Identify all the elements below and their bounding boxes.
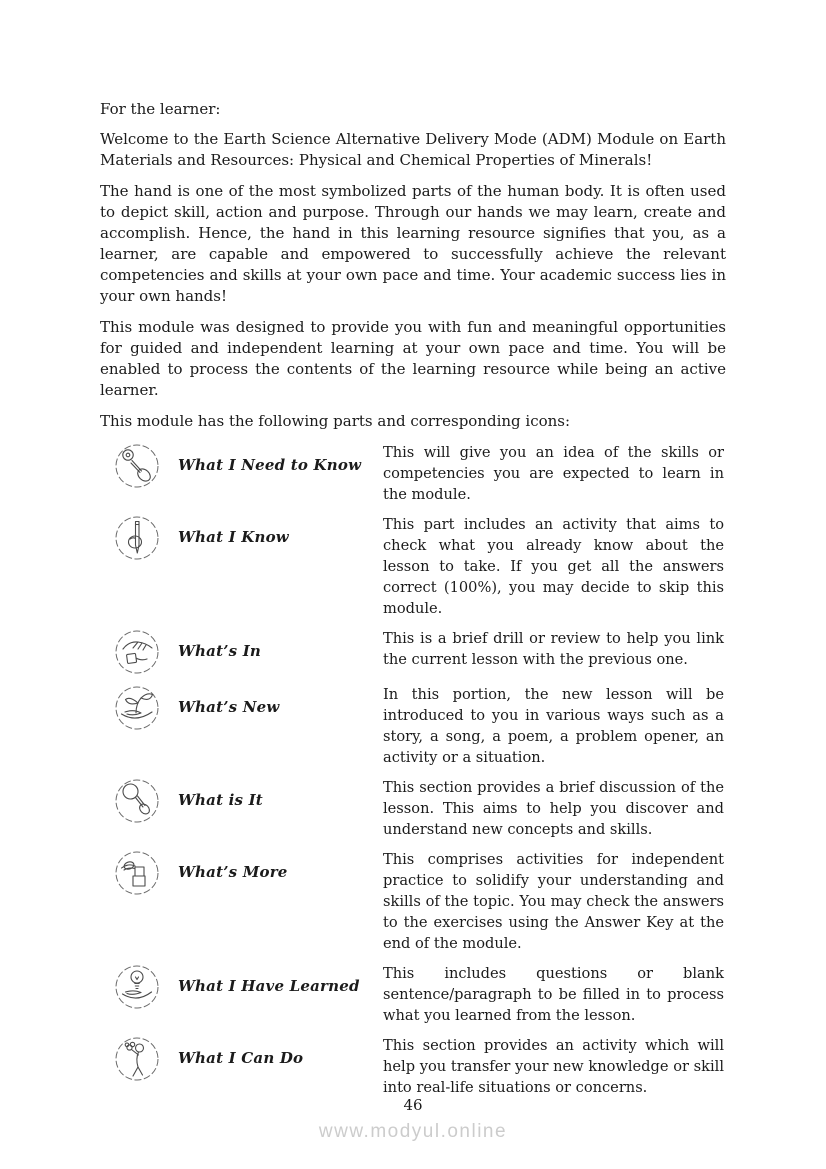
target-hand-icon (114, 443, 160, 489)
bulb-hand-icon (114, 964, 160, 1010)
module-part-title: What I Have Learned (178, 977, 360, 995)
module-part-title: What’s In (178, 642, 262, 660)
module-part-title: What I Can Do (178, 1049, 304, 1067)
module-part-description: This section provides a brief discussion of the lesson. This aims to help you discover and understand new concepts and skills. (383, 779, 724, 838)
module-part-title: What I Need to Know (178, 456, 362, 474)
module-part-title: What I Know (178, 528, 289, 546)
module-part-icon-cell (100, 777, 178, 840)
module-part-icon-cell (100, 849, 178, 954)
module-part-icon-cell (100, 1035, 178, 1098)
module-part-icon-cell (100, 628, 178, 675)
intro-paragraph-hand: The hand is one of the most symbolized parts of the human body. It is often used to depict skill, action and purpose. Through our hands we may learn, create and accomplish. Hence, the hand in this learning resource signifies that you, as a learner, are capable and empowered to successfully achieve the relevant competencies and skills at your own pace and time. Your academic success lies in your own hands! (100, 182, 726, 305)
watermark: www.modyul.online (318, 1121, 508, 1142)
module-part-icon-cell (100, 684, 178, 768)
module-part-title: What is It (178, 791, 263, 809)
intro-paragraph-parts: This module has the following parts and corresponding icons: (100, 412, 571, 430)
intro-paragraph-welcome: Welcome to the Earth Science Alternative Delivery Mode (ADM) Module on Earth Materials and Resources: Physical and Chemical Properties of Minerals! (100, 130, 726, 169)
page-number: 46 (403, 1096, 423, 1114)
module-part-title: What’s More (178, 863, 288, 881)
module-parts-table (100, 442, 726, 1098)
module-part-description: This part includes an activity that aims to check what you already know about the lesson to take. If you get all the answers correct (100%), you may decide to skip this module. (383, 516, 724, 617)
module-part-description: This section provides an activity which will help you transfer your new knowledge or skill into real-life situations or concerns. (383, 1037, 724, 1096)
magnifier-hand-icon (114, 778, 160, 824)
module-part-description: In this portion, the new lesson will be introduced to you in various ways such as a story, a song, a poem, a problem opener, an activity or a situation. (383, 686, 724, 766)
module-part-description: This will give you an idea of the skills or competencies you are expected to learn in the module. (383, 444, 724, 503)
module-part-title: What’s New (178, 698, 280, 716)
blocks-hand-icon (114, 850, 160, 896)
module-part-icon-cell (100, 514, 178, 619)
salutation: For the learner: (100, 100, 221, 118)
intro-paragraph-design: This module was designed to provide you with fun and meaningful opportunities for guided and independent learning at your own pace and time. You will be enabled to process the contents of the learning resource while being an active learner. (100, 318, 726, 399)
person-flower-icon (114, 1036, 160, 1082)
module-part-icon-cell (100, 963, 178, 1026)
pencil-hand-icon (114, 515, 160, 561)
module-part-icon-cell (100, 442, 178, 505)
linking-hand-icon (114, 629, 160, 675)
module-part-description: This includes questions or blank sentence/paragraph to be filled in to process what you learned from the lesson. (383, 965, 724, 1024)
module-part-description: This comprises activities for independent practice to solidify your understanding and skills of the topic. You may check the answers to the exercises using the Answer Key at the end of the module. (383, 851, 724, 952)
module-part-description: This is a brief drill or review to help you link the current lesson with the previous one. (383, 630, 724, 668)
sprout-hand-icon (114, 685, 160, 731)
